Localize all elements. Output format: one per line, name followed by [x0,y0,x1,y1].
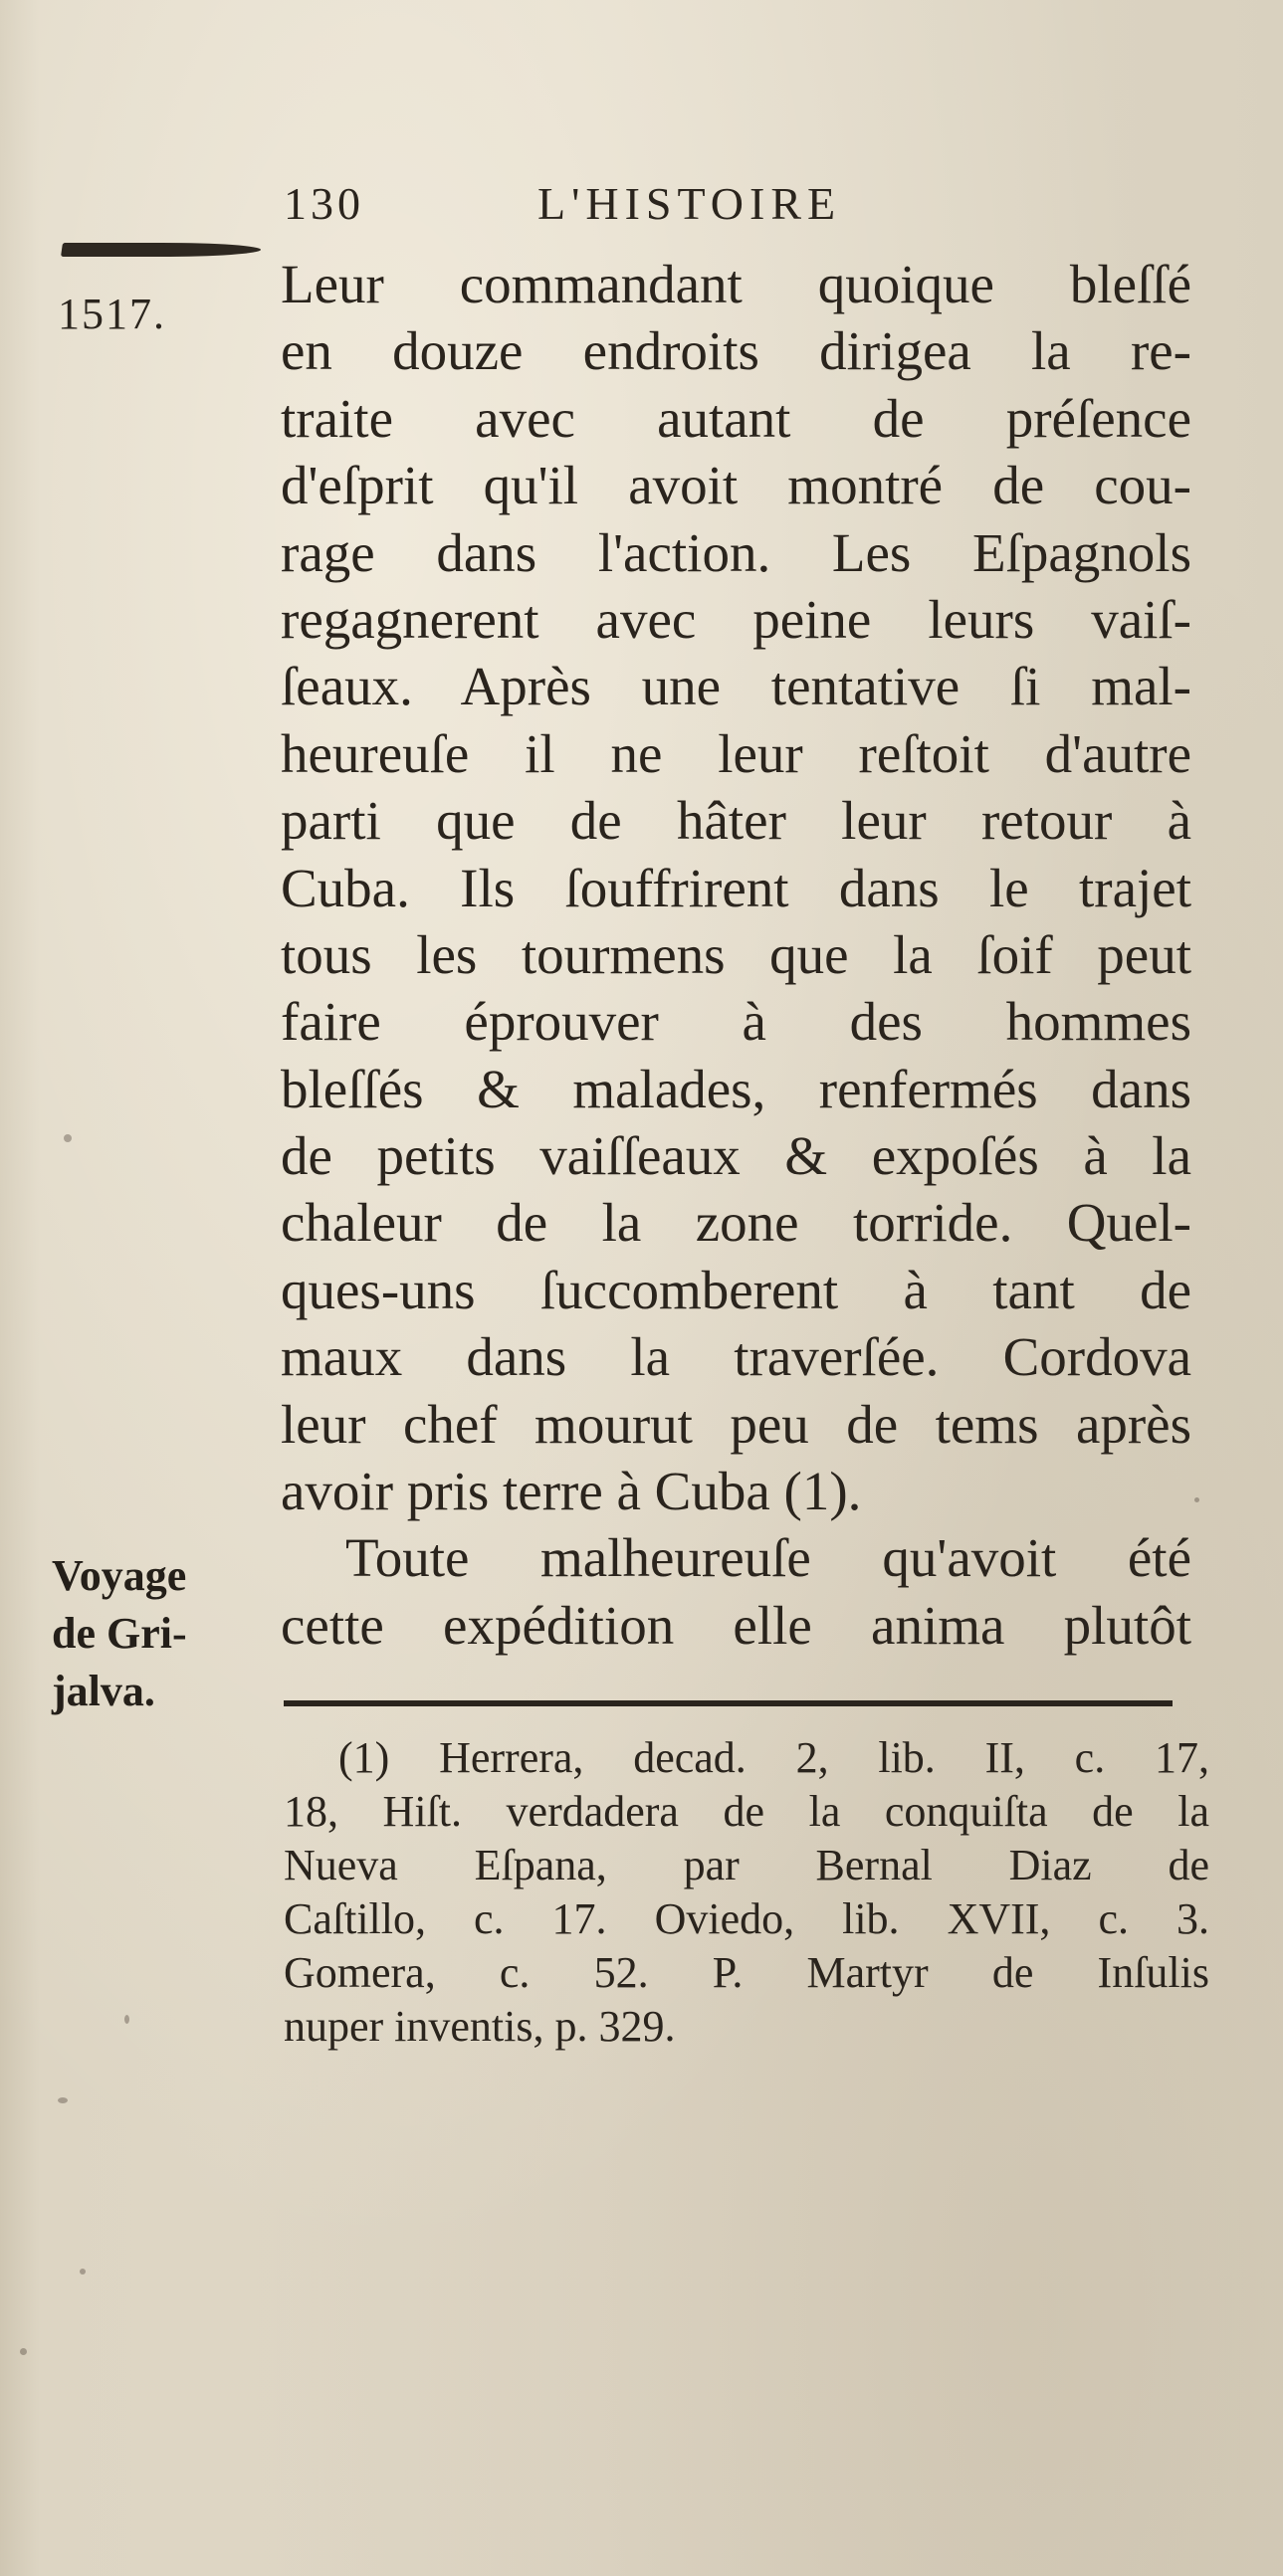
text-line: en douze endroits dirigea la re- [281,320,1191,382]
margin-note-line: Voyage [52,1551,187,1600]
ornamental-rule [61,243,262,257]
running-title: L'HISTOIRE [537,178,842,229]
footnote [284,1731,1209,2054]
text-line: maux dans la traverſée. Cordova [281,1326,1191,1388]
text-line: Toute malheureuſe qu'avoit été [345,1527,1191,1589]
text-line: bleſſés & malades, renfermés dans [281,1058,1191,1119]
body-text [281,251,1191,1659]
text-line: rage dans l'action. Les Eſpagnols [281,521,1191,583]
footnote-rule [284,1700,1173,1706]
footnote-line: Caſtillo, c. 17. Oviedo, lib. XVII, c. 3. [284,1894,1209,1943]
footnote-line: (1) Herrera, decad. 2, lib. II, c. 17, [338,1733,1209,1782]
text-line: ſeaux. Après une tentative ſi mal- [281,656,1191,717]
text-line: avoir pris terre à Cuba (1). [281,1461,862,1522]
footnote-line: Gomera, c. 52. P. Martyr de Inſulis [284,1948,1209,1997]
text-line: traite avec autant de préſence [281,387,1191,449]
text-line: faire éprouver à des hommes [281,991,1191,1053]
footnote-line: Nueva Eſpana, par Bernal Diaz de [284,1841,1209,1889]
text-line: leur chef mourut peu de tems après [281,1393,1191,1455]
footnote-line: 18, Hiſt. verdadera de la conquiſta de la [284,1787,1209,1836]
page-header [284,177,980,247]
text-line: chaleur de la zone torride. Quel- [281,1192,1191,1254]
text-line: de petits vaiſſeaux & expoſés à la [281,1125,1191,1187]
margin-year: 1517. [58,290,166,338]
text-line: Cuba. Ils ſouffrirent dans le trajet [281,857,1191,918]
text-line: Leur commandant quoique bleſſé [281,254,1191,314]
footnote-line: nuper inventis, p. 329. [284,2002,676,2051]
text-line: regagnerent avec peine leurs vaiſ- [281,588,1191,650]
margin-note-line: jalva. [52,1667,155,1715]
text-line: cette expédition elle anima plutôt [281,1594,1191,1656]
text-line: tous les tourmens que la ſoif peut [281,923,1191,985]
margin-note [52,1547,281,1720]
text-line: parti que de hâter leur retour à [281,790,1191,852]
margin-note-line: de Gri- [52,1609,187,1658]
text-line: heureuſe il ne leur reſtoit d'autre [281,722,1191,784]
text-line: ques-uns ſuccomberent à tant de [281,1259,1191,1320]
page-number: 130 [284,178,364,229]
text-line: d'eſprit qu'il avoit montré de cou- [281,455,1191,516]
